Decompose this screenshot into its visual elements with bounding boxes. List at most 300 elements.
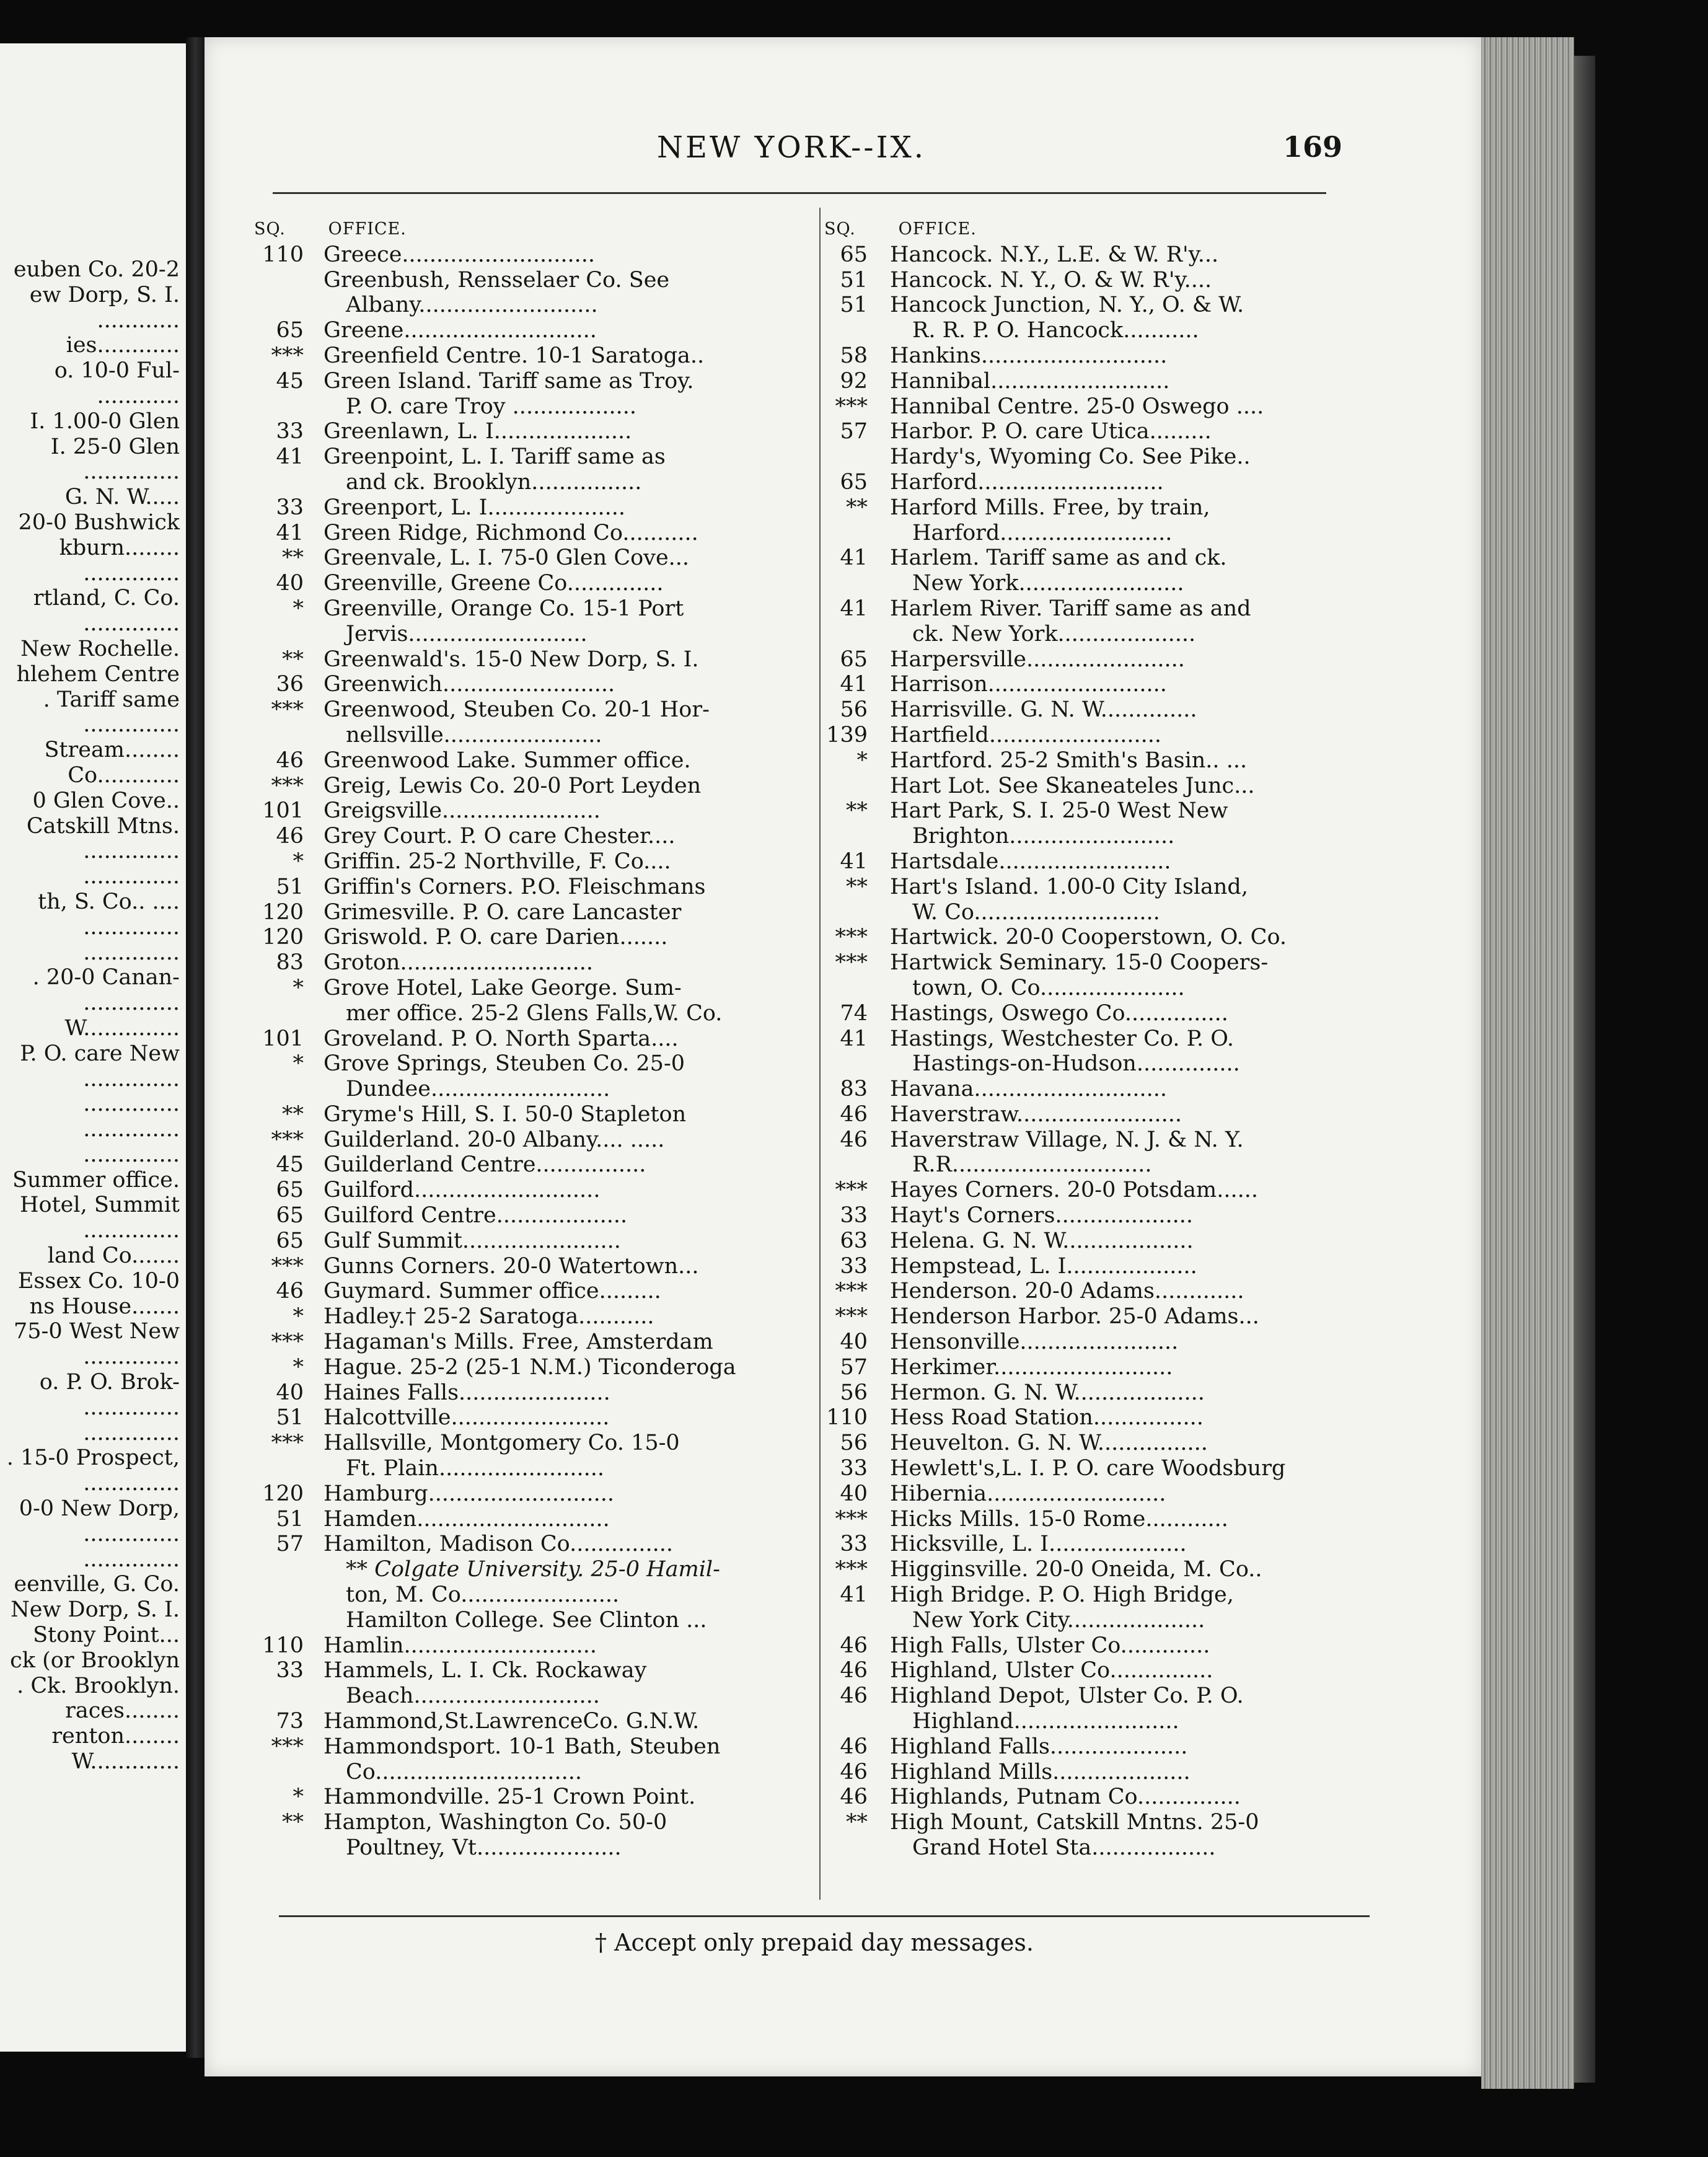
sq-value: 45	[276, 368, 304, 394]
facing-page-line: ..............	[83, 1395, 180, 1420]
facing-page-line: ..............	[83, 940, 180, 965]
facing-page-line: land Co.......	[47, 1243, 180, 1269]
facing-page	[0, 43, 186, 2052]
sq-value: 46	[276, 1279, 304, 1304]
office-name: Hartsdale.........................	[890, 849, 1171, 874]
sq-value: 57	[840, 419, 868, 444]
office-name: Greenwood Lake. Summer office.	[324, 748, 691, 773]
office-row	[254, 1001, 812, 1026]
sq-value: *	[293, 1784, 304, 1810]
facing-page-line: Essex Co. 10-0	[17, 1268, 180, 1294]
header-rule	[273, 192, 1326, 194]
office-name: Highland Falls....................	[890, 1734, 1188, 1759]
office-row	[824, 1102, 1370, 1127]
office-row	[824, 596, 1370, 622]
office-row	[824, 1683, 1370, 1709]
office-row	[824, 394, 1370, 420]
office-name: Herkimer..........................	[890, 1354, 1173, 1380]
office-name: Grove Hotel, Lake George. Sum-	[324, 975, 682, 1000]
sq-value: 46	[840, 1784, 868, 1810]
office-name: Harbor. P. O. care Utica.........	[890, 419, 1212, 444]
office-name: Hicks Mills. 15-0 Rome............	[890, 1506, 1228, 1532]
office-row	[254, 1077, 812, 1102]
sq-value: ***	[271, 1127, 304, 1152]
sq-value: 83	[840, 1077, 868, 1102]
office-name: Hicksville, L. I....................	[890, 1532, 1187, 1557]
office-header: OFFICE.	[328, 219, 407, 239]
sq-value: ***	[835, 925, 868, 950]
office-name: Highland........................	[912, 1709, 1179, 1734]
office-name: Hancock. N. Y., O. & W. R'y....	[890, 267, 1212, 293]
office-row	[254, 293, 812, 318]
office-name: High Falls, Ulster Co.............	[890, 1633, 1210, 1658]
office-row	[254, 571, 812, 596]
office-row	[254, 369, 812, 394]
office-name: Hammondville. 25-1 Crown Point.	[324, 1784, 696, 1810]
office-name: Grand Hotel Sta..................	[912, 1835, 1216, 1860]
office-row	[824, 774, 1370, 799]
office-row	[254, 1304, 812, 1330]
office-name: Green Island. Tariff same as Troy.	[324, 368, 694, 394]
office-name: Ft. Plain........................	[346, 1456, 604, 1481]
office-row	[254, 545, 812, 571]
office-row	[824, 1784, 1370, 1810]
sq-value: 65	[840, 469, 868, 495]
office-row	[824, 622, 1370, 647]
sq-value: *	[293, 975, 304, 1000]
sq-value: 120	[262, 925, 304, 950]
office-name: Gunns Corners. 20-0 Watertown...	[324, 1253, 699, 1279]
office-row	[824, 1178, 1370, 1203]
office-row	[824, 1380, 1370, 1406]
facing-page-line: ..............	[83, 560, 180, 586]
sq-value: **	[846, 1810, 868, 1835]
office-name: Greenpoint, L. I. Tariff same as	[324, 444, 666, 470]
office-row	[254, 444, 812, 470]
facing-page-line: 20-0 Bushwick	[18, 509, 180, 535]
office-name: Hankins...........................	[890, 343, 1168, 368]
facing-page-line: ies............	[66, 333, 180, 358]
sq-value: **	[282, 1810, 304, 1835]
office-name: Hamilton College. See Clinton ...	[346, 1607, 707, 1633]
facing-page-line: ..............	[83, 864, 180, 889]
footer-rule	[279, 1915, 1370, 1917]
office-name: Poultney, Vt.....................	[346, 1835, 622, 1860]
sq-value: *	[293, 1304, 304, 1330]
office-name: New York........................	[912, 571, 1184, 596]
office-row	[254, 1810, 812, 1835]
sq-value: 46	[276, 824, 304, 849]
sq-value: *	[293, 849, 304, 874]
office-name: Hamlin............................	[324, 1633, 597, 1658]
sq-value: 51	[840, 267, 868, 293]
sq-value: 46	[840, 1734, 868, 1759]
sq-value: 46	[840, 1633, 868, 1658]
office-row	[254, 1683, 812, 1709]
office-name: Hammels, L. I. Ck. Rockaway	[324, 1658, 647, 1683]
office-row	[254, 1380, 812, 1406]
office-row	[824, 521, 1370, 546]
office-name: W. Co...........................	[912, 899, 1160, 925]
facing-page-line: o. 10-0 Ful-	[54, 358, 180, 384]
office-name: Hensonville.......................	[890, 1330, 1179, 1355]
office-name: Hammondsport. 10-1 Bath, Steuben	[324, 1734, 721, 1759]
office-row	[254, 1228, 812, 1254]
office-row	[824, 1507, 1370, 1532]
office-row	[824, 798, 1370, 824]
office-row	[254, 268, 812, 293]
office-row	[824, 950, 1370, 976]
office-row	[254, 774, 812, 799]
office-name: Griffin. 25-2 Northville, F. Co....	[324, 849, 671, 874]
sq-value: 65	[276, 1203, 304, 1228]
facing-page-line: Hotel, Summit	[20, 1193, 180, 1218]
office-row	[824, 1760, 1370, 1785]
office-name: Greenwich.........................	[324, 672, 615, 697]
sq-value: 41	[840, 672, 868, 697]
sq-value: **	[282, 545, 304, 571]
office-row	[824, 444, 1370, 470]
office-row	[254, 900, 812, 925]
sq-value: ***	[271, 1431, 304, 1456]
sq-value: **	[282, 646, 304, 672]
office-name: Hague. 25-2 (25-1 N.M.) Ticonderoga	[324, 1354, 736, 1380]
office-name: ck. New York....................	[912, 621, 1196, 646]
facing-page-line: Stream........	[44, 738, 180, 763]
facing-page-line: ..............	[83, 1066, 180, 1092]
office-name: Hibernia..........................	[890, 1481, 1166, 1506]
facing-page-line: o. P. O. Brok-	[39, 1370, 180, 1395]
office-name: Henderson Harbor. 25-0 Adams...	[890, 1304, 1259, 1330]
office-row	[254, 318, 812, 343]
sq-value: ***	[835, 950, 868, 976]
facing-page-line: W..............	[64, 1015, 180, 1041]
office-row	[824, 545, 1370, 571]
facing-page-line: New Rochelle.	[20, 636, 180, 661]
office-name: Hastings, Oswego Co...............	[890, 1000, 1228, 1026]
facing-page-line: . 20-0 Canan-	[32, 965, 180, 990]
office-row	[824, 293, 1370, 318]
page-number: 169	[1283, 130, 1343, 164]
office-column-right	[824, 217, 1370, 1861]
office-name: Hartfield.........................	[890, 722, 1161, 748]
office-row	[254, 1431, 812, 1456]
sq-value: 58	[840, 343, 868, 368]
column-divider	[819, 208, 821, 1900]
office-name: Helena. G. N. W...................	[890, 1228, 1194, 1253]
sq-value: 101	[262, 798, 304, 824]
office-row	[824, 1481, 1370, 1507]
sq-value: ***	[271, 343, 304, 368]
sq-value: 41	[840, 596, 868, 621]
office-row	[254, 723, 812, 748]
sq-value: 74	[840, 1000, 868, 1026]
sq-value: ***	[835, 1557, 868, 1582]
office-row	[824, 1431, 1370, 1456]
sq-value: 56	[840, 1431, 868, 1456]
office-row	[824, 1127, 1370, 1153]
office-row	[824, 1734, 1370, 1760]
office-row	[254, 622, 812, 647]
office-name: Hannibal..........................	[890, 368, 1170, 394]
office-name: Harford...........................	[890, 469, 1164, 495]
office-row	[254, 1507, 812, 1532]
office-row	[254, 1127, 812, 1153]
office-row	[254, 925, 812, 950]
office-row	[254, 1051, 812, 1077]
office-name: High Bridge. P. O. High Bridge,	[890, 1582, 1234, 1608]
facing-page-line: ..............	[83, 839, 180, 864]
sq-value: *	[293, 1051, 304, 1077]
office-row	[824, 1355, 1370, 1380]
office-name: town, O. Co.....................	[912, 975, 1185, 1000]
sq-value: 33	[840, 1253, 868, 1279]
office-name: Griswold. P. O. care Darien.......	[324, 925, 668, 950]
facing-page-line: 0 Glen Cove..	[32, 788, 180, 813]
office-name: Hampton, Washington Co. 50-0	[324, 1810, 667, 1835]
office-row	[824, 824, 1370, 849]
sq-value: ***	[835, 1304, 868, 1330]
sq-value: 36	[276, 672, 304, 697]
office-name: New York City....................	[912, 1607, 1205, 1633]
sq-value: 120	[262, 1481, 304, 1506]
facing-page-line: I. 25-0 Glen	[50, 434, 180, 459]
sq-value: 41	[276, 444, 304, 470]
office-row	[254, 1835, 812, 1861]
sq-value: 110	[262, 242, 304, 267]
sq-value: ***	[271, 1253, 304, 1279]
office-row	[254, 1481, 812, 1507]
sq-value: 57	[276, 1532, 304, 1557]
office-name: Harrison..........................	[890, 672, 1167, 697]
office-name: mer office. 25-2 Glens Falls,W. Co.	[346, 1000, 723, 1026]
office-row	[824, 1456, 1370, 1481]
office-name: Harlem. Tariff same as and ck.	[890, 545, 1227, 571]
sq-value: 45	[276, 1152, 304, 1178]
office-name: Greigsville.......................	[324, 798, 601, 824]
office-row	[254, 1658, 812, 1683]
office-name: Greenport, L. I....................	[324, 495, 626, 520]
sq-value: 46	[840, 1127, 868, 1152]
sq-value: 33	[840, 1203, 868, 1228]
sq-value: 110	[826, 1405, 868, 1431]
office-name: Henderson. 20-0 Adams.............	[890, 1279, 1244, 1304]
facing-page-line: ..............	[83, 914, 180, 940]
sq-value: 46	[840, 1759, 868, 1784]
facing-page-line: New Dorp, S. I.	[11, 1597, 180, 1623]
office-row	[254, 419, 812, 444]
office-name: Green Ridge, Richmond Co...........	[324, 520, 698, 545]
office-name: R. R. P. O. Hancock...........	[912, 318, 1199, 343]
footnote: † Accept only prepaid day messages.	[595, 1929, 1034, 1956]
sq-value: 41	[840, 849, 868, 874]
office-row	[254, 1633, 812, 1659]
office-name: Hermon. G. N. W...................	[890, 1380, 1205, 1405]
sq-value: 56	[840, 1380, 868, 1405]
office-name: Dundee..........................	[346, 1077, 610, 1102]
sq-value: 51	[276, 1405, 304, 1431]
facing-page-line: ..............	[83, 1117, 180, 1142]
office-name: Greenlawn, L. I....................	[324, 419, 632, 444]
office-row	[824, 748, 1370, 774]
facing-page-line: ew Dorp, S. I.	[29, 282, 180, 307]
book-gutter	[186, 37, 205, 2058]
office-name: Groton............................	[324, 950, 593, 976]
facing-page-line: eenville, G. Co.	[14, 1572, 180, 1597]
office-name: Brighton........................	[912, 824, 1175, 849]
office-name: Greig, Lewis Co. 20-0 Port Leyden	[324, 773, 702, 798]
office-name: Hardy's, Wyoming Co. See Pike..	[890, 444, 1251, 470]
office-name: Hartford. 25-2 Smith's Basin.. ...	[890, 748, 1248, 773]
office-row	[824, 1405, 1370, 1431]
sq-value: 65	[276, 1228, 304, 1253]
office-name: Hempstead, L. I...................	[890, 1253, 1197, 1279]
office-name: Grove Springs, Steuben Co. 25-0	[324, 1051, 685, 1077]
sq-value: 41	[840, 1026, 868, 1051]
office-name: Highland Depot, Ulster Co. P. O.	[890, 1683, 1244, 1709]
facing-page-line: kburn........	[59, 535, 180, 560]
office-row	[824, 1152, 1370, 1178]
office-row	[824, 343, 1370, 369]
office-row	[824, 1203, 1370, 1228]
sq-value: 46	[276, 748, 304, 773]
office-name: Harpersville.......................	[890, 646, 1185, 672]
sq-value: 33	[840, 1456, 868, 1481]
sq-value: **	[282, 1101, 304, 1127]
running-head: NEW YORK--IX.	[657, 130, 927, 165]
office-row	[254, 394, 812, 420]
office-name: Gulf Summit.......................	[324, 1228, 621, 1253]
office-row	[254, 798, 812, 824]
facing-page-line: 75-0 West New	[13, 1319, 180, 1344]
office-row	[254, 1355, 812, 1380]
facing-page-line: ..............	[83, 459, 180, 485]
sq-value: 40	[840, 1330, 868, 1355]
sq-value: 33	[276, 495, 304, 520]
office-row	[254, 1582, 812, 1608]
sq-value: ***	[835, 394, 868, 419]
office-name: Harford.........................	[912, 520, 1173, 545]
office-row	[824, 976, 1370, 1001]
office-row	[824, 1658, 1370, 1683]
sq-value: 46	[840, 1101, 868, 1127]
sq-value: ***	[271, 1734, 304, 1759]
office-row	[254, 647, 812, 673]
office-row	[824, 419, 1370, 444]
facing-page-line: ..............	[83, 1092, 180, 1117]
office-name: and ck. Brooklyn................	[346, 469, 642, 495]
sq-value: 33	[276, 1658, 304, 1683]
office-name: Griffin's Corners. P.O. Fleischmans	[324, 874, 706, 899]
facing-page-line: races........	[65, 1698, 180, 1724]
office-name: Harlem River. Tariff same as and	[890, 596, 1251, 621]
facing-page-line: ck (or Brooklyn	[10, 1648, 180, 1673]
sq-value: 46	[840, 1658, 868, 1683]
office-name: R.R.............................	[912, 1152, 1152, 1178]
sq-value: 92	[840, 368, 868, 394]
facing-page-line: Stony Point...	[33, 1623, 180, 1648]
office-name: Higginsville. 20-0 Oneida, M. Co..	[890, 1557, 1262, 1582]
office-row	[824, 1709, 1370, 1734]
facing-page-line: . Ck. Brooklyn.	[17, 1673, 180, 1698]
sq-value: 65	[840, 242, 868, 267]
sq-value: 139	[826, 722, 868, 748]
sq-value: 110	[262, 1633, 304, 1658]
sq-value: 51	[276, 1506, 304, 1532]
office-row	[824, 1051, 1370, 1077]
facing-page-line: G. N. W.....	[64, 485, 180, 510]
office-row	[254, 1557, 812, 1582]
office-name: Hamilton, Madison Co...............	[324, 1532, 674, 1557]
sq-value: 33	[276, 419, 304, 444]
office-name: nellsville.......................	[346, 722, 602, 748]
office-row	[824, 268, 1370, 293]
office-name: Hancock. N.Y., L.E. & W. R'y...	[890, 242, 1219, 267]
office-name: Hastings-on-Hudson...............	[912, 1051, 1240, 1077]
office-name: Hamburg...........................	[324, 1481, 615, 1506]
office-row	[824, 672, 1370, 697]
office-row	[254, 1608, 812, 1633]
office-row	[254, 521, 812, 546]
office-row	[254, 1456, 812, 1481]
office-name: Hallsville, Montgomery Co. 15-0	[324, 1431, 680, 1456]
sq-value: 40	[840, 1481, 868, 1506]
sq-value: ***	[271, 773, 304, 798]
sq-value: 41	[840, 545, 868, 571]
office-row	[824, 1330, 1370, 1355]
office-name: Greenwood, Steuben Co. 20-1 Hor-	[324, 697, 710, 723]
office-name: Hewlett's,L. I. P. O. care Woodsburg	[890, 1456, 1286, 1481]
office-row	[254, 697, 812, 723]
facing-page-line: th, S. Co.. ....	[38, 889, 180, 914]
office-row	[254, 1102, 812, 1127]
office-row	[824, 849, 1370, 875]
sq-value: 65	[276, 1178, 304, 1203]
office-name: Hart Park, S. I. 25-0 West New	[890, 798, 1228, 824]
office-row	[254, 1254, 812, 1279]
office-row	[824, 470, 1370, 495]
office-name: Halcottville.......................	[324, 1405, 610, 1431]
office-name: Harrisville. G. N. W..............	[890, 697, 1197, 723]
office-row	[824, 1582, 1370, 1608]
page-edges	[1481, 37, 1574, 2089]
office-name: Jervis..........................	[346, 621, 588, 646]
facing-page-line: ..............	[83, 1546, 180, 1572]
office-name: Highland, Ulster Co...............	[890, 1658, 1213, 1683]
facing-page-line: hlehem Centre	[16, 661, 180, 687]
office-name: Hagaman's Mills. Free, Amsterdam	[324, 1330, 713, 1355]
office-row	[824, 647, 1370, 673]
office-row	[824, 1279, 1370, 1304]
sq-value: 65	[276, 318, 304, 343]
column-header	[254, 217, 812, 242]
office-row	[254, 470, 812, 495]
office-name: Greenvale, L. I. 75-0 Glen Cove...	[324, 545, 690, 571]
facing-page-line: ..............	[83, 1471, 180, 1496]
office-name: Grimesville. P. O. care Lancaster	[324, 899, 682, 925]
office-name: Hayt's Corners....................	[890, 1203, 1193, 1228]
facing-page-line: ..............	[83, 1420, 180, 1445]
facing-page-line: ..............	[83, 1142, 180, 1167]
office-name: Greece............................	[324, 242, 595, 267]
sq-value: 41	[276, 520, 304, 545]
office-name: Albany..........................	[346, 293, 598, 318]
facing-page-line: ..............	[83, 1218, 180, 1243]
office-name: Greenfield Centre. 10-1 Saratoga..	[324, 343, 705, 368]
office-row	[824, 1810, 1370, 1835]
office-name: Haverstraw........................	[890, 1101, 1182, 1127]
office-name: Greenwald's. 15-0 New Dorp, S. I.	[324, 646, 699, 672]
